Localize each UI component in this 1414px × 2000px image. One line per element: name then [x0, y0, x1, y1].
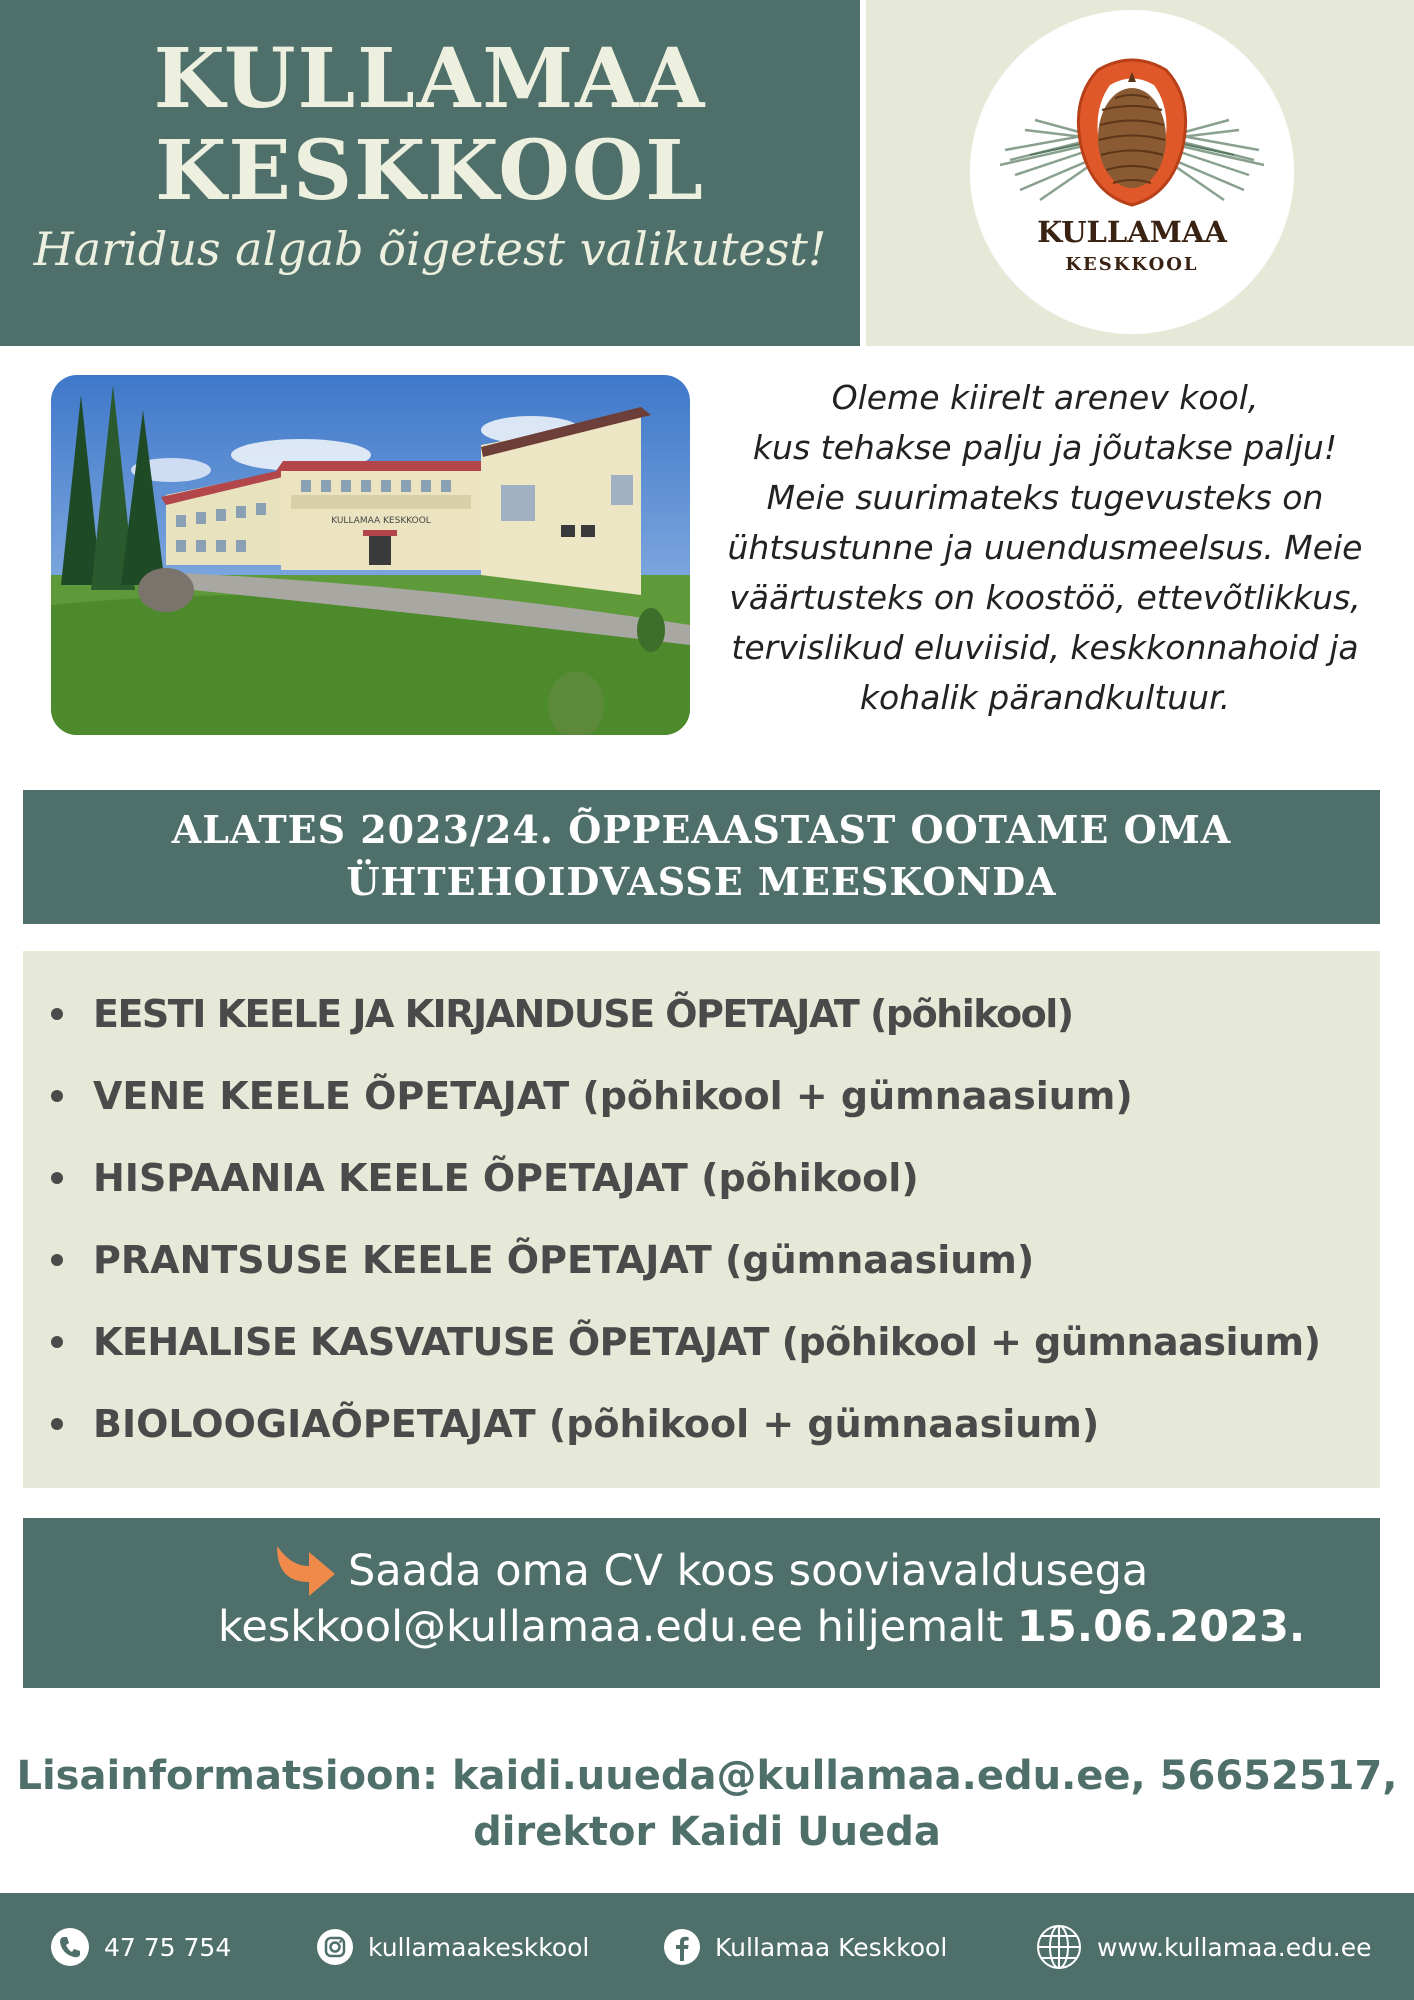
position-label: KEHALISE KASVATUSE ÕPETAJAT (põhikool + gümnaasium): [93, 1320, 1321, 1364]
building-sign: KULLAMAA KESKKOOL: [331, 516, 431, 526]
position-label: BIOLOOGIAÕPETAJAT (põhikool + gümnaasium): [93, 1402, 1100, 1446]
hiring-banner: [23, 790, 1380, 924]
pinecone-horseshoe-logo: [970, 10, 1294, 334]
position-label: PRANTSUSE KEELE ÕPETAJAT (gümnaasium): [93, 1238, 1035, 1282]
list-item: [23, 1225, 1380, 1307]
bullet-icon: [51, 1008, 63, 1020]
facebook-page: Kullamaa Keskkool: [715, 1932, 948, 1962]
bullet-icon: [51, 1090, 63, 1102]
website-url: www.kullamaa.edu.ee: [1097, 1932, 1372, 1962]
footer-phone[interactable]: [50, 1925, 231, 1969]
position-label: VENE KEELE ÕPETAJAT (põhikool + gümnaasium): [93, 1074, 1133, 1118]
school-building-photo: [51, 375, 690, 735]
additional-info: [0, 1748, 1414, 1860]
curved-arrow-icon: [273, 1542, 337, 1600]
school-logo: [970, 10, 1294, 334]
intro-line: kohalik pärandkultuur.: [859, 678, 1231, 717]
cv-line1: Saada oma CV koos sooviavaldusega: [348, 1546, 1149, 1596]
list-item: [23, 1307, 1380, 1389]
logo-text-line1: KULLAMAA: [1037, 215, 1227, 249]
list-item: [23, 979, 1380, 1061]
logo-text-line2: KESKKOOL: [1065, 254, 1199, 275]
list-item: [23, 1143, 1380, 1225]
position-label: HISPAANIA KEELE ÕPETAJAT (põhikool): [93, 1156, 919, 1200]
contact-line1[interactable]: Lisainformatsioon: kaidi.uueda@kullamaa.edu.ee, 56652517,: [16, 1753, 1398, 1799]
banner-line1: ALATES 2023/24. ÕPPEAASTAST OOTAME OMA: [171, 807, 1232, 852]
banner-line2: ÜHTEHOIDVASSE MEESKONDA: [346, 859, 1057, 904]
school-name-line1: KULLAMAA: [153, 31, 707, 127]
instagram-handle: kullamaakeskkool: [368, 1932, 590, 1962]
intro-line: Oleme kiirelt arenev kool,: [831, 378, 1259, 417]
intro-line: ühtsustunne ja uuendusmeelsus. Meie: [727, 528, 1363, 567]
school-name-line2: KESKKOOL: [155, 123, 705, 219]
footer-facebook[interactable]: [663, 1925, 947, 1969]
instagram-icon: [316, 1928, 354, 1966]
footer-instagram[interactable]: [316, 1925, 589, 1969]
list-item: [23, 1389, 1380, 1471]
intro-line: kus tehakse palju ja jõutakse palju!: [752, 428, 1338, 467]
bullet-icon: [51, 1172, 63, 1184]
bullet-icon: [51, 1336, 63, 1348]
intro-line: Meie suurimateks tugevusteks on: [766, 478, 1324, 517]
list-item: [23, 1061, 1380, 1143]
intro-text: [700, 373, 1390, 723]
intro-line: väärtusteks on koostöö, ettevõtlikkus,: [729, 578, 1361, 617]
cv-instructions: [23, 1518, 1380, 1688]
slogan: Haridus algab õigetest valikutest!: [33, 222, 827, 276]
footer-website[interactable]: [1035, 1925, 1372, 1969]
cv-deadline: 15.06.2023.: [1016, 1602, 1306, 1652]
position-label: EESTI KEELE JA KIRJANDUSE ÕPETAJAT (põhikool): [93, 992, 1073, 1036]
cv-email-text[interactable]: keskkool@kullamaa.edu.ee hiljemalt: [218, 1602, 1017, 1652]
positions-list: [23, 951, 1380, 1488]
bullet-icon: [51, 1254, 63, 1266]
logo-panel: [866, 0, 1414, 346]
bullet-icon: [51, 1418, 63, 1430]
globe-icon: [1035, 1923, 1083, 1971]
facebook-icon: [663, 1928, 701, 1966]
phone-number: 47 75 754: [104, 1932, 232, 1962]
cv-line2: [218, 1602, 1305, 1652]
footer: [0, 1893, 1414, 2000]
phone-icon: [50, 1927, 90, 1967]
header-banner: [0, 0, 860, 346]
intro-line: tervislikud eluviisid, keskkonnahoid ja: [731, 628, 1359, 667]
contact-line2: direktor Kaidi Uueda: [473, 1809, 941, 1855]
